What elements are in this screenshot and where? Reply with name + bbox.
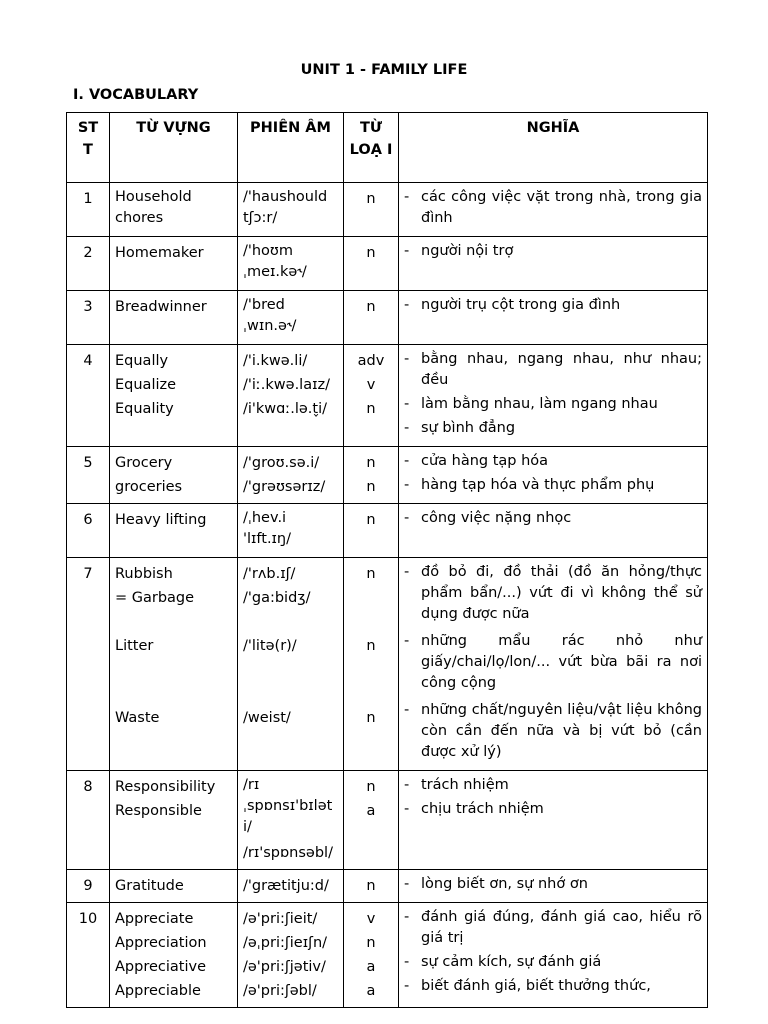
vocab-word: groceries: [115, 479, 183, 495]
header-meaning: NGHĨA: [399, 113, 708, 183]
phonetic: /'haushould tʃɔ:r/: [243, 189, 328, 226]
phonetic: /rɪ'spɒnsəbl/: [243, 845, 333, 861]
vocab-word: Heavy lifting: [115, 512, 207, 528]
meaning: - biết đánh giá, biết thưởng thức,: [404, 976, 702, 997]
meaning: - làm bằng nhau, làm ngang nhau: [404, 394, 702, 415]
row-number: 10: [67, 903, 110, 1008]
meaning: - trách nhiệm: [404, 775, 702, 796]
part-of-speech: a: [366, 983, 376, 999]
vocab-word: Waste: [115, 710, 160, 726]
header-phonetic: PHIÊN ÂM: [238, 113, 344, 183]
phonetic: /weist/: [243, 710, 291, 726]
part-of-speech: n: [366, 245, 376, 261]
part-of-speech: v: [366, 911, 376, 927]
vocab-word: Equality: [115, 401, 174, 417]
part-of-speech: n: [366, 455, 376, 471]
phonetic: /'grætitju:d/: [243, 878, 329, 894]
vocab-word: Responsibility: [115, 779, 216, 795]
table-row: [67, 771, 708, 870]
part-of-speech: a: [366, 803, 376, 819]
part-of-speech: n: [366, 299, 376, 315]
table-row: [67, 504, 708, 558]
row-number: 7: [67, 558, 110, 771]
vocab-word: Appreciate: [115, 911, 194, 927]
meaning: - sự bình đẳng: [404, 418, 702, 439]
vocab-word: Litter: [115, 638, 154, 654]
table-row: [67, 345, 708, 447]
phonetic: /i'kwɑː.lə.t̬i/: [243, 401, 328, 417]
phonetic: /rɪ ˌspɒnsɪ'bɪlət i/: [243, 777, 333, 835]
phonetic: /'rʌb.ɪʃ/: [243, 566, 296, 582]
header-pos: TỪ LOẠ I: [344, 113, 399, 183]
meaning: - lòng biết ơn, sự nhớ ơn: [404, 874, 702, 895]
phonetic: /'ga:bidʒ/: [243, 590, 311, 606]
phonetic: /ə'pri:ʃjətiv/: [243, 959, 326, 975]
part-of-speech: v: [366, 377, 376, 393]
table-row: [67, 870, 708, 903]
meaning: - những chất/nguyên liệu/vật liệu không còn cần đến nữa và bị vứt bỏ (cần được xử lý): [404, 700, 702, 763]
part-of-speech: n: [366, 638, 376, 654]
row-number: 1: [67, 183, 110, 237]
meaning: - đánh giá đúng, đánh giá cao, hiểu rõ giá trị: [404, 907, 702, 949]
phonetic: /ə'pri:ʃieit/: [243, 911, 318, 927]
vocab-word: Homemaker: [115, 245, 204, 261]
vocab-word: Rubbish: [115, 566, 173, 582]
part-of-speech: n: [366, 710, 376, 726]
phonetic: /'iː.kwə.laɪz/: [243, 377, 330, 393]
part-of-speech: a: [366, 959, 376, 975]
part-of-speech: adv: [357, 353, 385, 369]
phonetic: /'hoʊm ˌmeɪ.kə˞/: [243, 243, 307, 280]
page-title: UNIT 1 - FAMILY LIFE: [300, 62, 468, 78]
vocab-word: Grocery: [115, 455, 173, 471]
vocab-word: Appreciation: [115, 935, 207, 951]
vocab-word: = Garbage: [115, 590, 195, 606]
table-row: [67, 237, 708, 291]
phonetic: /'litə(r)/: [243, 638, 297, 654]
part-of-speech: n: [366, 566, 376, 582]
meaning: - bằng nhau, ngang nhau, như nhau; đều: [404, 349, 702, 391]
table-header-row: [67, 113, 708, 183]
table-row: [67, 903, 708, 1008]
row-number: 9: [67, 870, 110, 903]
phonetic: /'groʊ.sə.i/: [243, 455, 320, 471]
vocab-word: Equalize: [115, 377, 177, 393]
part-of-speech: n: [366, 935, 376, 951]
row-number: 5: [67, 447, 110, 504]
header-word: TỪ VỰNG: [110, 113, 238, 183]
row-number: 8: [67, 771, 110, 870]
meaning: - hàng tạp hóa và thực phẩm phụ: [404, 475, 702, 496]
vocab-word: Appreciative: [115, 959, 206, 975]
part-of-speech: n: [366, 512, 376, 528]
part-of-speech: n: [366, 479, 376, 495]
meaning: - công việc nặng nhọc: [404, 508, 702, 529]
row-number: 3: [67, 291, 110, 345]
vocab-word: Responsible: [115, 803, 202, 819]
header-stt: ST T: [67, 113, 110, 183]
table-row: [67, 291, 708, 345]
phonetic: /'i.kwə.li/: [243, 353, 308, 369]
phonetic: /ˌhev.i 'lɪft.ɪŋ/: [243, 510, 292, 547]
meaning: - cửa hàng tạp hóa: [404, 451, 702, 472]
part-of-speech: n: [366, 779, 376, 795]
meaning: - đồ bỏ đi, đồ thải (đồ ăn hỏng/thực phẩm bẩn/...) vứt đi vì không thể sử dụng được nữa: [404, 562, 702, 625]
table-row: [67, 447, 708, 504]
table-row: [67, 558, 708, 771]
row-number: 6: [67, 504, 110, 558]
vocab-word: Equally: [115, 353, 169, 369]
phonetic: /əˌpri:ʃieɪʃn/: [243, 935, 328, 951]
vocabulary-table: [66, 112, 708, 1008]
part-of-speech: n: [366, 191, 376, 207]
row-number: 4: [67, 345, 110, 447]
vocab-word: Breadwinner: [115, 299, 207, 315]
vocab-word: Gratitude: [115, 878, 184, 894]
section-heading: I. VOCABULARY: [73, 87, 199, 103]
vocab-word: Appreciable: [115, 983, 201, 999]
part-of-speech: n: [366, 878, 376, 894]
meaning: - những mẩu rác nhỏ như giấy/chai/lọ/lon/... vứt bừa bãi ra nơi công cộng: [404, 631, 702, 694]
phonetic: /'bred ˌwɪn.ə˞/: [243, 297, 297, 334]
phonetic: /'grəʊsərɪz/: [243, 479, 326, 495]
meaning: - người trụ cột trong gia đình: [404, 295, 702, 316]
table-row: [67, 183, 708, 237]
meaning: - người nội trợ: [404, 241, 702, 262]
meaning: - các công việc vặt trong nhà, trong gia đình: [404, 187, 702, 229]
meaning: - sự cảm kích, sự đánh giá: [404, 952, 702, 973]
vocab-word: Household chores: [115, 189, 192, 226]
part-of-speech: n: [366, 401, 376, 417]
row-number: 2: [67, 237, 110, 291]
phonetic: /ə'pri:ʃəbl/: [243, 983, 317, 999]
meaning: - chịu trách nhiệm: [404, 799, 702, 820]
